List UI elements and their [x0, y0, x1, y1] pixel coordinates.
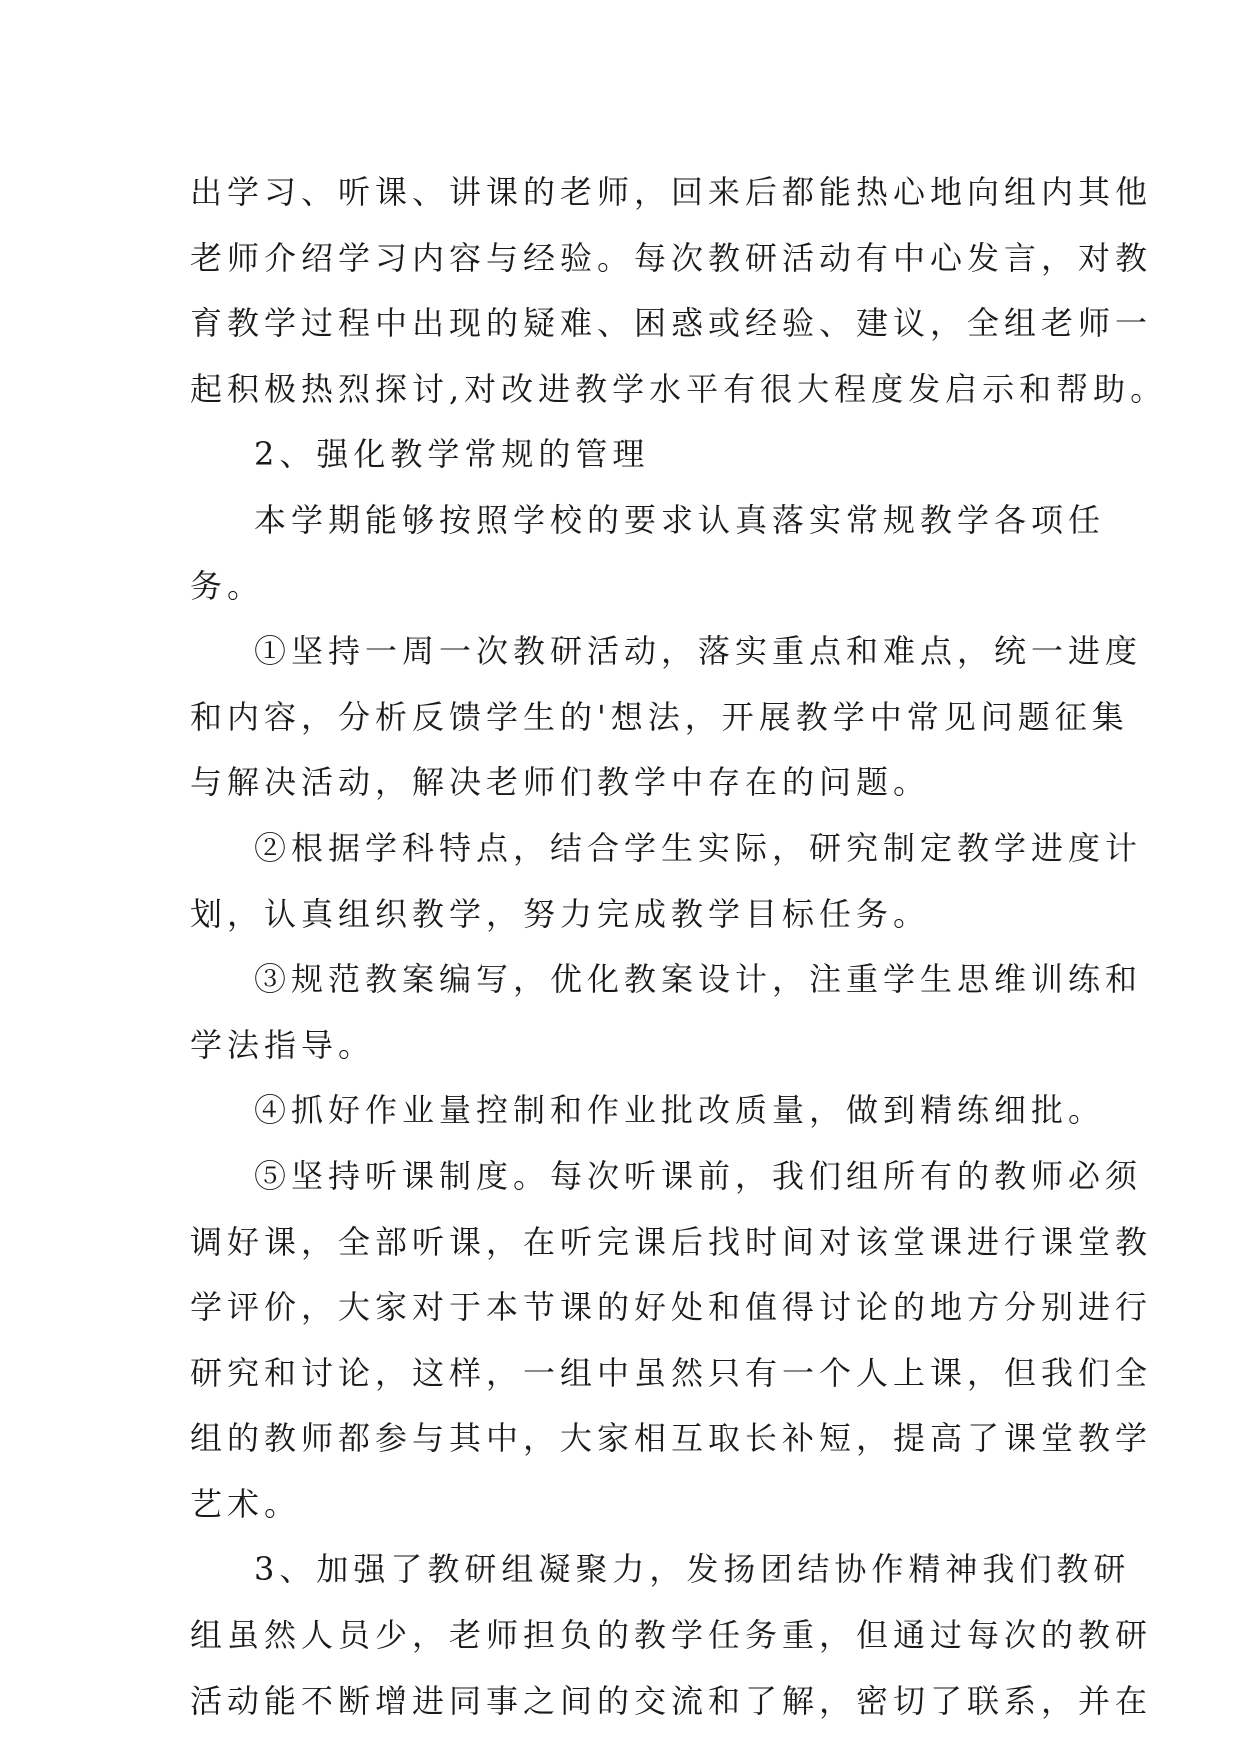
text-line: 调好课，全部听课，在听完课后找时间对该堂课进行课堂教: [190, 1222, 1153, 1261]
text-line: 艺术。: [190, 1484, 302, 1523]
text-line: 划，认真组织教学，努力完成教学目标任务。: [190, 894, 931, 933]
text-line: 老师介绍学习内容与经验。每次教研活动有中心发言，对教: [190, 238, 1153, 277]
list-item-2: ②根据学科特点，结合学生实际，研究制定教学进度计: [254, 828, 1143, 867]
text-line: 学评价，大家对于本节课的好处和值得讨论的地方分别进行: [190, 1288, 1153, 1327]
text-line: 研究和讨论，这样，一组中虽然只有一个人上课，但我们全: [190, 1353, 1153, 1392]
text-line: 活动能不断增进同事之间的交流和了解，密切了联系，并在: [190, 1681, 1153, 1720]
text-line: 学法指导。: [190, 1025, 376, 1064]
text-line: 本学期能够按照学校的要求认真落实常规教学各项任: [254, 500, 1106, 539]
list-item-5: ⑤坚持听课制度。每次听课前，我们组所有的教师必须: [254, 1156, 1143, 1195]
text-line: 起积极热烈探讨,对改进教学水平有很大程度发启示和帮助。: [190, 369, 1168, 408]
text-line: 组的教师都参与其中，大家相互取长补短，提高了课堂教学: [190, 1419, 1153, 1458]
text-line: 与解决活动，解决老师们教学中存在的问题。: [190, 763, 931, 802]
text-line: 育教学过程中出现的疑难、困惑或经验、建议，全组老师一: [190, 304, 1153, 343]
text-line: 务。: [190, 566, 265, 605]
list-item-3: ③规范教案编写，优化教案设计，注重学生思维训练和: [254, 960, 1143, 999]
body-text: [190, 160, 1168, 1734]
section-heading-2: 2、强化教学常规的管理: [254, 435, 650, 474]
text-line: 出学习、听课、讲课的老师，回来后都能热心地向组内其他: [190, 173, 1153, 211]
list-item-4: ④抓好作业量控制和作业批改质量，做到精练细批。: [254, 1091, 1106, 1130]
text-line: 组虽然人员少，老师担负的教学任务重，但通过每次的教研: [190, 1616, 1153, 1655]
text-line: 和内容，分析反馈学生的'想法，开展教学中常见问题征集: [190, 697, 1129, 736]
list-item-1: ①坚持一周一次教研活动，落实重点和难点，统一进度: [254, 632, 1143, 671]
section-heading-3: 3、加强了教研组凝聚力，发扬团结协作精神我们教研: [254, 1550, 1131, 1589]
